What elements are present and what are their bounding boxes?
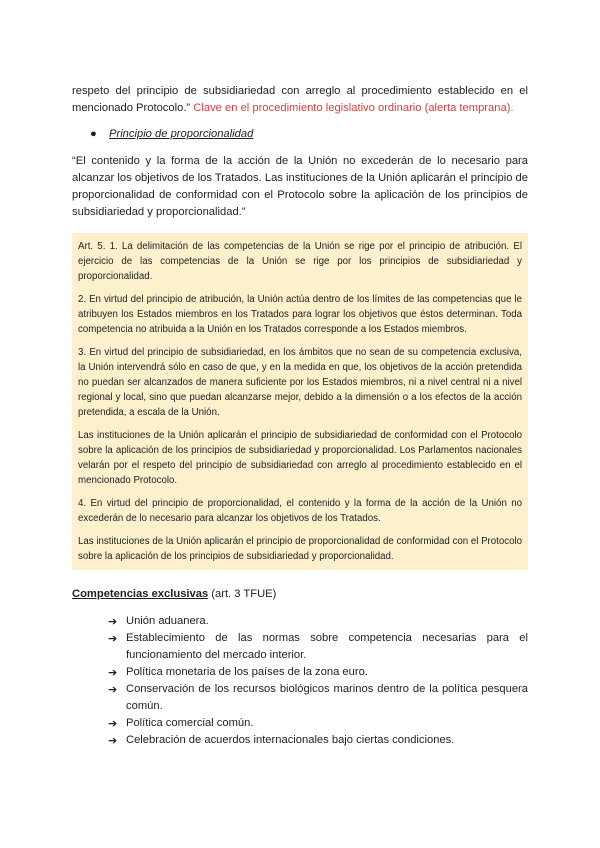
arrow-icon: ➔ xyxy=(108,683,118,696)
document-page xyxy=(72,83,528,749)
article-paragraph: Las instituciones de la Unión aplicarán el principio de proporcionalidad de conformidad con el Protocolo sobre la aplicación de los principios de subsidiariedad y proporcionalidad. xyxy=(78,536,522,562)
arrow-icon: ➔ xyxy=(108,632,118,645)
proportionality-quote: “El contenido y la forma de la acción de la Unión no excederán de lo necesario para alcanzar los objetivos de los Tratados. Las instituciones de la Unión aplicarán el principio de proporcionalidad de conformidad con el Protocolo sobre la aplicación de los principios de subsidiariedad y proporcionalidad.” xyxy=(72,155,528,218)
list-item-text: Celebración de acuerdos internacionales bajo ciertas condiciones. xyxy=(126,734,455,746)
intro-note: Clave en el procedimiento legislativo ordinario (alerta temprana). xyxy=(193,102,514,114)
list-item-text: Unión aduanera. xyxy=(126,615,209,627)
arrow-icon: ➔ xyxy=(108,734,118,747)
arrow-icon: ➔ xyxy=(108,615,118,628)
article-box xyxy=(72,233,528,570)
article-paragraph: 2. En virtud del principio de atribución, la Unión actúa dentro de los límites de las competencias que le atribuyen los Estados miembros en los Tratados para lograr los objetivos que éstos determinan. Toda competencia no atribuida a la Unión en los Tratados corresponde a los Estados miembros. xyxy=(78,294,522,335)
list-item-text: Conservación de los recursos biológicos marinos dentro de la política pesquera común. xyxy=(126,683,528,712)
exclusive-title: Competencias exclusivas xyxy=(72,588,209,600)
exclusive-ref: (art. 3 TFUE) xyxy=(208,588,277,600)
arrow-icon: ➔ xyxy=(108,717,118,730)
list-item xyxy=(108,715,528,732)
exclusive-list xyxy=(72,613,528,749)
list-item xyxy=(108,613,528,630)
list-item-text: Política comercial común. xyxy=(126,717,254,729)
proportionality-bullet xyxy=(72,126,528,143)
article-paragraph: Las instituciones de la Unión aplicarán el principio de subsidiariedad de conformidad con el Protocolo sobre la aplicación de los principios de subsidiariedad y proporcionalidad. Los Parlamentos nacionales velarán por el respeto del principio de subsidiariedad con arreglo al procedimiento establecido en el mencionado Protocolo. xyxy=(78,430,522,486)
list-item xyxy=(108,681,528,715)
arrow-icon: ➔ xyxy=(108,666,118,679)
list-item xyxy=(108,630,528,664)
list-item xyxy=(108,664,528,681)
intro-text: respeto del principio de subsidiariedad con arreglo al procedimiento establecido en el mencionado Protocolo.” xyxy=(72,85,528,114)
proportionality-heading: Principio de proporcionalidad xyxy=(109,128,254,140)
article-paragraph: 4. En virtud del principio de proporcionalidad, el contenido y la forma de la acción de la Unión no excederán de lo necesario para alcanzar los objetivos de los Tratados. xyxy=(78,498,522,524)
list-item-text: Política monetaria de los países de la zona euro. xyxy=(126,666,368,678)
list-item-text: Establecimiento de las normas sobre competencia necesarias para el funcionamiento del mercado interior. xyxy=(126,632,528,661)
intro-paragraph xyxy=(72,83,528,117)
exclusive-heading-line xyxy=(72,586,528,603)
list-item xyxy=(108,732,528,749)
bullet-icon: ● xyxy=(90,128,97,140)
article-paragraph: Art. 5. 1. La delimitación de las competencias de la Unión se rige por el principio de atribución. El ejercicio de las competencias de la Unión se rige por los principios de subsidiariedad y proporcionalidad. xyxy=(78,241,522,282)
article-paragraph: 3. En virtud del principio de subsidiariedad, en los ámbitos que no sean de su competencia exclusiva, la Unión intervendrá sólo en caso de que, y en la medida en que, los objetivos de la acción pretendida no puedan ser alcanzados de manera suficiente por los Estados miembros, ni a nivel central ni a nivel regional y local, sino que puedan alcanzarse mejor, debido a la dimensión o a los efectos de la acción pretendida, a escala de la Unión. xyxy=(78,347,522,418)
